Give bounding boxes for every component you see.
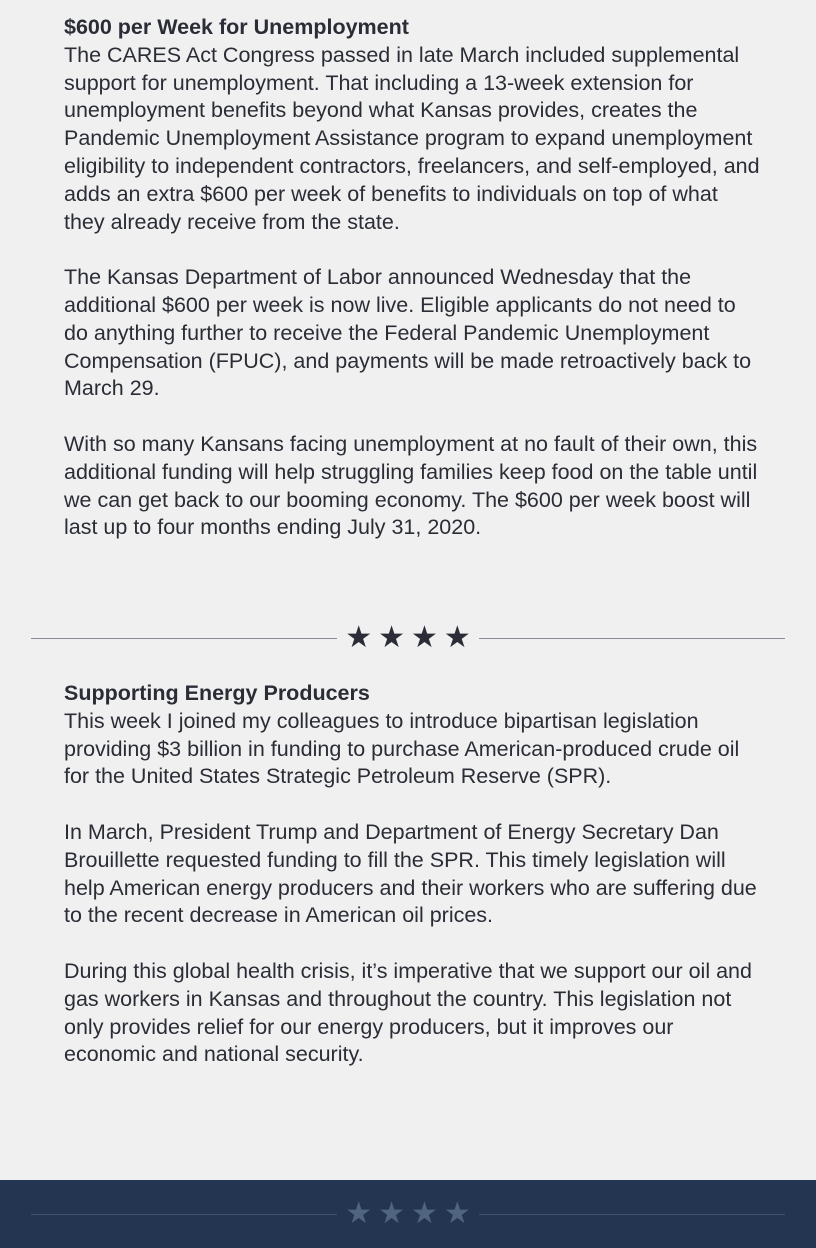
- star-icon: ★: [345, 620, 373, 655]
- star-icon: ★: [345, 1196, 373, 1231]
- footer-divider-stars: [337, 1194, 479, 1234]
- energy-section: [64, 680, 764, 1069]
- energy-paragraph-3: During this global health crisis, it’s imperative that we support our oil and gas workers in Kansas and throughout the country. This legislation not only provides relief for our energy producers, but it improves our economic and national security.: [64, 958, 752, 1067]
- star-divider: [31, 618, 785, 658]
- unemployment-paragraph-3: With so many Kansans facing unemployment at no fault of their own, this additional funding will help struggling families keep food on the table until we can get back to our booming economy. The $600 per week boost will last up to four months ending July 31, 2020.: [64, 431, 758, 540]
- divider-stars: [337, 618, 479, 658]
- star-icon: ★: [443, 1196, 471, 1231]
- unemployment-heading: $600 per Week for Unemployment: [64, 15, 409, 39]
- star-icon: ★: [411, 1196, 438, 1231]
- unemployment-section: [64, 14, 764, 542]
- unemployment-paragraph-2: The Kansas Department of Labor announced Wednesday that the additional $600 per week is now live. Eligible applicants do not need to do anything further to receive the Federal Pandemic Unemployment Compensation (FPUC), and payments will be made retroactively back to March 29.: [64, 265, 752, 401]
- star-icon: ★: [378, 1196, 405, 1231]
- footer-divider-line-left: [31, 1214, 337, 1215]
- footer-band: [0, 1180, 816, 1248]
- unemployment-paragraph-1: The CARES Act Congress passed in late March included supplemental support for unemployment. That including a 13-week extension for unemployment benefits beyond what Kansas provides, creates the Pandemic Unemployment Assistance program to expand unemployment eligibility to independent contractors, freelancers, and self-employed, and adds an extra $600 per week of benefits to individuals on top of what they already receive from the state.: [64, 42, 760, 234]
- divider-line-right: [479, 638, 785, 639]
- star-icon: ★: [443, 620, 471, 655]
- energy-paragraph-2: In March, President Trump and Department of Energy Secretary Dan Brouillette requested funding to fill the SPR. This timely legislation will help American energy producers and their workers who are suffering due to the recent decrease in American oil prices.: [64, 819, 757, 928]
- footer-star-divider: [31, 1194, 785, 1234]
- divider-line-left: [31, 638, 337, 639]
- energy-heading: Supporting Energy Producers: [64, 681, 370, 705]
- footer-divider-line-right: [479, 1214, 785, 1215]
- star-icon: ★: [378, 620, 405, 655]
- energy-paragraph-1: This week I joined my colleagues to introduce bipartisan legislation providing $3 billion in funding to purchase American-produced crude oil for the United States Strategic Petroleum Reserve (SPR).: [64, 708, 740, 789]
- star-icon: ★: [411, 620, 438, 655]
